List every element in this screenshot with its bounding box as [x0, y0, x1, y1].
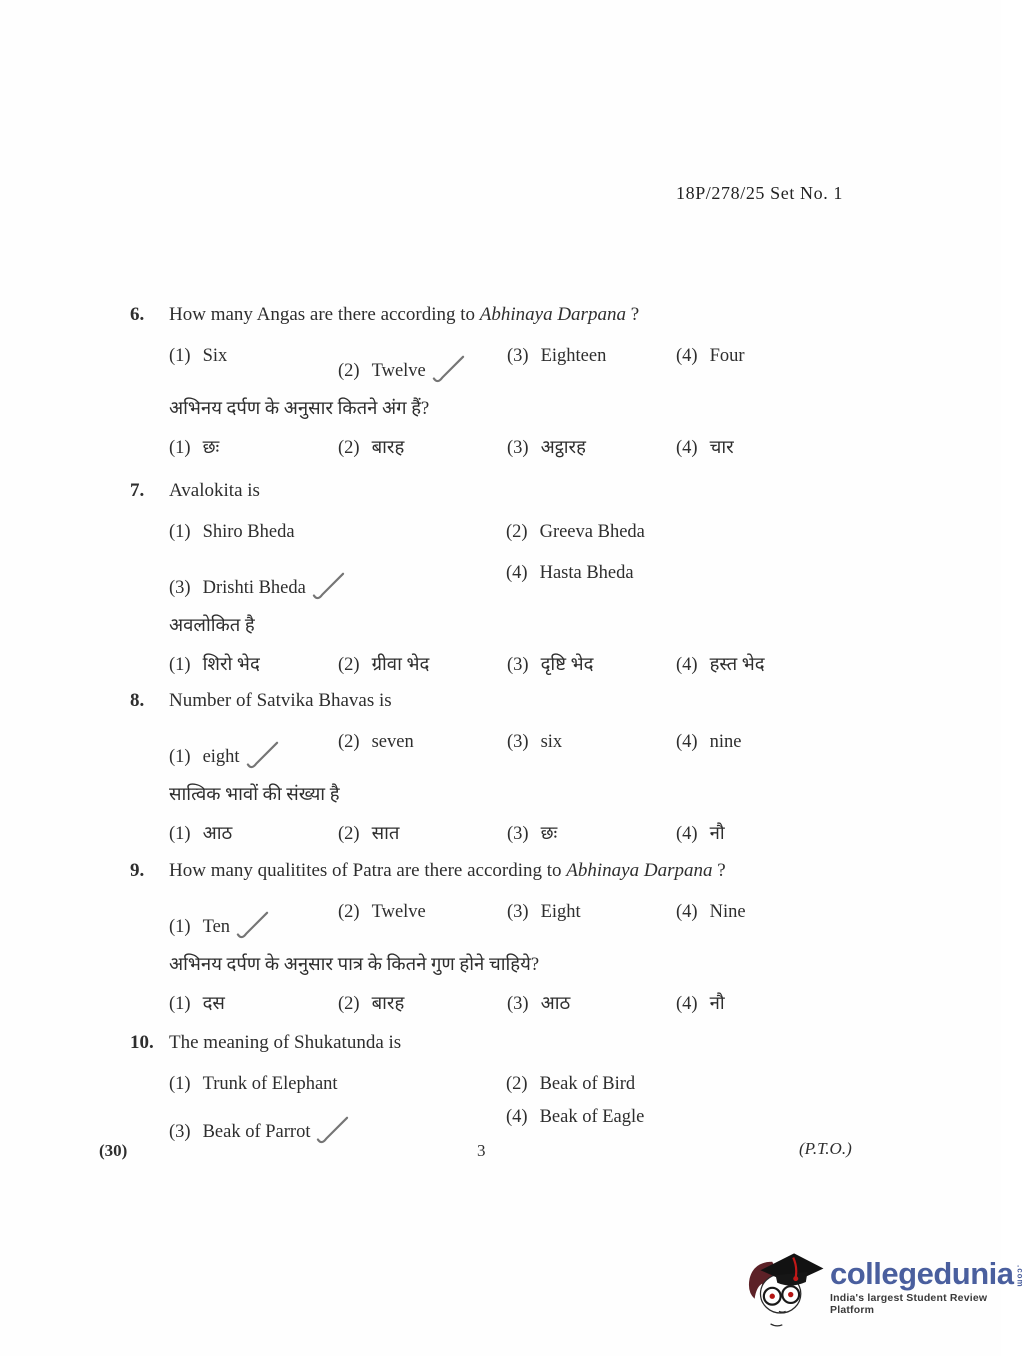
question-text-en: How many Angas are there according to Abhinaya Darpana ?: [169, 304, 640, 325]
answer-checkmark-icon: [309, 571, 347, 610]
question-number: 7.: [130, 480, 145, 501]
question-text-en: The meaning of Shukatunda is: [169, 1032, 402, 1053]
option: (4) Nine: [676, 902, 746, 922]
option-label: Nine: [709, 902, 746, 922]
option: (3) छः: [507, 824, 558, 844]
options-row-hi: [130, 653, 960, 677]
question-text-en: How many qualitites of Patra are there according to Abhinaya Darpana ?: [169, 860, 726, 881]
option-label: नौ: [709, 994, 725, 1014]
option-label: Eight: [540, 902, 581, 922]
option: (1) छः: [169, 438, 220, 458]
option: (3) आठ: [507, 994, 571, 1014]
option: (2) seven: [338, 732, 414, 752]
option-label: नौ: [709, 824, 725, 844]
option: (1) Six: [169, 346, 228, 366]
option: (1) eight: [169, 730, 338, 769]
option: (3) अट्ठारह: [507, 438, 586, 458]
option-label: Six: [202, 346, 228, 366]
option: (4) चार: [676, 438, 734, 458]
answer-checkmark-icon: [233, 910, 271, 949]
question-text-hi: अभिनय दर्पण के अनुसार पात्र के कितने गुण होने चाहिये?: [169, 955, 540, 975]
option: (4) हस्त भेद: [676, 655, 765, 675]
option-label: ग्रीवा भेद: [371, 655, 430, 675]
question-6: [130, 303, 960, 460]
option: (1) दस: [169, 994, 225, 1014]
question-7: [130, 479, 960, 677]
option: (2) सात: [338, 824, 400, 844]
option-label: छः: [540, 824, 558, 844]
options-row-en: [130, 900, 960, 939]
option: (2) ग्रीवा भेद: [338, 655, 430, 675]
question-8: [130, 689, 960, 846]
options-row-hi: [130, 822, 960, 846]
option-label: eight: [202, 747, 240, 767]
option-label: Shiro Bheda: [202, 522, 295, 542]
option: (2) बारह: [338, 994, 405, 1014]
page-number: 3: [477, 1141, 486, 1160]
option-label: हस्त भेद: [709, 655, 765, 675]
options-row-en: [130, 520, 960, 544]
option-label: nine: [709, 732, 742, 752]
option: (2) Twelve: [338, 902, 426, 922]
option: (4) नौ: [676, 994, 725, 1014]
options-row-en: [130, 1072, 960, 1096]
answer-checkmark-icon: [429, 354, 467, 393]
footer-serial: (30): [99, 1141, 128, 1160]
options-row-hi: [130, 992, 960, 1016]
option: (3) Beak of Parrot: [169, 1105, 506, 1144]
option-label: Drishti Bheda: [202, 578, 306, 598]
option-label: बारह: [371, 438, 405, 458]
answer-checkmark-icon: [243, 740, 281, 779]
question-10: [130, 1031, 960, 1144]
option-label: six: [540, 732, 563, 752]
option-label: Twelve: [371, 902, 426, 922]
option: (4) Four: [676, 346, 745, 366]
options-row-en: [130, 344, 960, 383]
options-row-en: [130, 561, 960, 600]
option-label: आठ: [540, 994, 571, 1014]
option-label: Beak of Eagle: [539, 1107, 645, 1127]
option: (1) Ten: [169, 900, 338, 939]
option-label: Trunk of Elephant: [202, 1074, 338, 1094]
option-label: दृष्टि भेद: [540, 655, 594, 675]
question-text-hi: सात्विक भावों की संख्या है: [169, 785, 340, 805]
option: (2) Greeva Bheda: [506, 522, 645, 542]
question-number: 9.: [130, 860, 145, 881]
option-label: seven: [371, 732, 414, 752]
option: (1) Trunk of Elephant: [169, 1074, 338, 1094]
option-label: छः: [202, 438, 220, 458]
option-label: अट्ठारह: [540, 438, 586, 458]
option-label: Hasta Bheda: [539, 563, 634, 583]
option: (2) Twelve: [338, 344, 507, 383]
option: (4) nine: [676, 732, 742, 752]
option: (1) शिरो भेद: [169, 655, 260, 675]
option-label: चार: [709, 438, 734, 458]
collegedunia-logo: [742, 1243, 1024, 1336]
question-number: 6.: [130, 304, 145, 325]
option: (4) Beak of Eagle: [506, 1107, 645, 1127]
question-text-hi: अभिनय दर्पण के अनुसार कितने अंग हैं?: [169, 399, 430, 419]
logo-brand-text: collegedunia: [830, 1256, 1014, 1291]
option-label: आठ: [202, 824, 233, 844]
option: (1) आठ: [169, 824, 233, 844]
question-text-en: Number of Satvika Bhavas is: [169, 690, 392, 711]
option-label: Ten: [202, 917, 231, 937]
answer-checkmark-icon: [313, 1115, 351, 1154]
collegedunia-mascot-icon: [742, 1243, 826, 1336]
option: (3) दृष्टि भेद: [507, 655, 594, 675]
question-text-en: Avalokita is: [169, 480, 260, 501]
option: (4) नौ: [676, 824, 725, 844]
option: (3) Eight: [507, 902, 581, 922]
logo-tld: .com: [1015, 1265, 1024, 1288]
option: (1) Shiro Bheda: [169, 522, 295, 542]
option-label: Beak of Parrot: [202, 1122, 311, 1142]
option-label: Greeva Bheda: [539, 522, 645, 542]
option-label: Eighteen: [540, 346, 607, 366]
option-label: बारह: [371, 994, 405, 1014]
option: (4) Hasta Bheda: [506, 563, 634, 583]
question-number: 10.: [130, 1032, 154, 1053]
option-label: Beak of Bird: [539, 1074, 636, 1094]
paper-code: 18P/278/25 Set No. 1: [676, 183, 844, 203]
option-label: शिरो भेद: [202, 655, 260, 675]
option-label: Four: [709, 346, 745, 366]
option-label: दस: [202, 994, 225, 1014]
option: (3) Eighteen: [507, 346, 607, 366]
question-text-hi: अवलोकित है: [169, 616, 255, 636]
option: (3) six: [507, 732, 563, 752]
option: (2) Beak of Bird: [506, 1074, 636, 1094]
question-number: 8.: [130, 690, 145, 711]
pto-label: (P.T.O.): [799, 1139, 852, 1158]
options-row-en: [130, 730, 960, 769]
question-9: [130, 859, 960, 1016]
option-label: Twelve: [371, 361, 426, 381]
option: (3) Drishti Bheda: [169, 561, 506, 600]
option: (2) बारह: [338, 438, 405, 458]
logo-tagline: India's largest Student Review Platform: [830, 1292, 988, 1316]
option-label: सात: [371, 824, 400, 844]
options-row-hi: [130, 436, 960, 460]
